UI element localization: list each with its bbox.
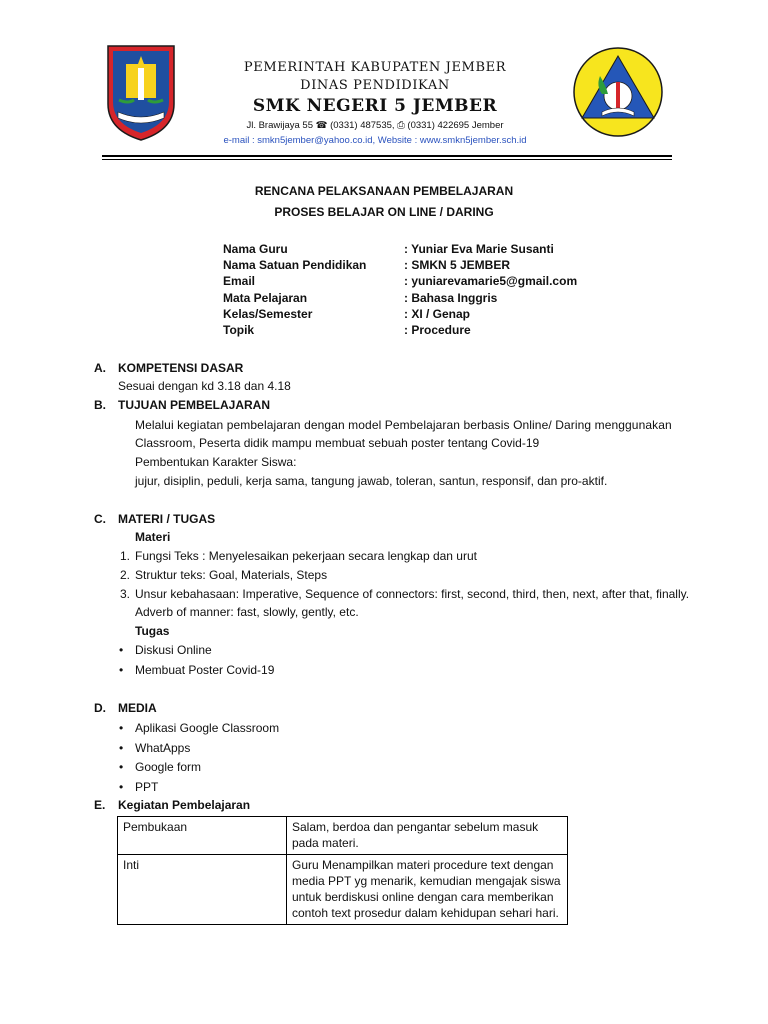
bullet-icon: •: [119, 721, 124, 735]
bullet-icon: •: [119, 643, 124, 657]
tugas-item-1: Diskusi Online: [135, 643, 212, 657]
section-d-letter: D.: [94, 701, 106, 715]
materi-number-2: 2.: [120, 568, 131, 582]
section-b-title: TUJUAN PEMBELAJARAN: [118, 398, 271, 412]
header-school-name: SMK NEGERI 5 JEMBER: [252, 96, 498, 116]
info-label-teacher: Nama Guru: [223, 242, 288, 256]
table-cell-description: Guru Menampilkan materi procedure text dengan media PPT yg menarik, kemudian mengajak siswa untuk berdiskusi online dengan cara memberikan contoh text prosedur dalam kehidupan sehari hari.: [287, 855, 568, 925]
materi-number-1: 1.: [120, 549, 131, 563]
header-department: DINAS PENDIDIKAN: [300, 78, 450, 93]
info-label-school: Nama Satuan Pendidikan: [223, 258, 367, 272]
section-e-title: Kegiatan Pembelajaran: [118, 798, 251, 812]
section-a-text: Sesuai dengan kd 3.18 dan 4.18: [118, 379, 291, 393]
table-row: [118, 817, 568, 855]
letterhead-rule-thick: [102, 155, 672, 157]
table-cell-phase: Pembukaan: [118, 817, 287, 855]
tugas-heading: Tugas: [135, 624, 170, 638]
section-b-line-4: jujur, disiplin, peduli, kerja sama, tangung jawab, toleran, santun, responsif, dan pro-aktif.: [135, 474, 608, 488]
section-a-letter: A.: [94, 361, 106, 375]
header-address: Jl. Brawijaya 55 ☎ (0331) 487535, ⎙ (0331) 422695 Jember: [246, 120, 504, 131]
header-contact: e-mail : smkn5jember@yahoo.co.id, Website : www.smkn5jember.sch.id: [223, 135, 527, 146]
info-value-class: : XI / Genap: [404, 307, 471, 321]
media-item-3: Google form: [135, 760, 202, 774]
section-e-letter: E.: [94, 798, 106, 812]
table-cell-description: Salam, berdoa dan pengantar sebelum masuk pada materi.: [287, 817, 568, 855]
bullet-icon: •: [119, 780, 124, 794]
materi-item-2: Struktur teks: Goal, Materials, Steps: [135, 568, 328, 582]
section-b-letter: B.: [94, 398, 106, 412]
materi-heading: Materi: [135, 530, 171, 544]
document-title: RENCANA PELAKSANAAN PEMBELAJARAN: [254, 184, 514, 198]
smk-school-logo-icon: [572, 46, 664, 138]
media-item-2: WhatApps: [135, 741, 191, 755]
document-subtitle: PROSES BELAJAR ON LINE / DARING: [274, 205, 494, 219]
info-label-topic: Topik: [223, 323, 255, 337]
info-value-subject: : Bahasa Inggris: [404, 291, 498, 305]
table-cell-phase: Inti: [118, 855, 287, 925]
materi-item-1: Fungsi Teks : Menyelesaikan pekerjaan secara lengkap dan urut: [135, 549, 477, 563]
materi-number-3: 3.: [120, 587, 131, 601]
media-item-1: Aplikasi Google Classroom: [135, 721, 280, 735]
info-label-email: Email: [223, 274, 256, 288]
info-label-class: Kelas/Semester: [223, 307, 313, 321]
section-c-letter: C.: [94, 512, 106, 526]
info-label-subject: Mata Pelajaran: [223, 291, 308, 305]
header-government: PEMERINTAH KABUPATEN JEMBER: [243, 60, 507, 75]
section-b-line-1: Melalui kegiatan pembelajaran dengan model Pembelajaran berbasis Online/ Daring menggunakan: [135, 418, 672, 432]
bullet-icon: •: [119, 741, 124, 755]
jember-regency-emblem-icon: [104, 42, 178, 142]
materi-item-3: Unsur kebahasaan: Imperative, Sequence of connectors: first, second, third, then, next, after that, finally.: [135, 587, 690, 601]
section-c-title: MATERI / TUGAS: [118, 512, 216, 526]
materi-item-3-continued: Adverb of manner: fast, slowly, gently, etc.: [135, 605, 359, 619]
bullet-icon: •: [119, 760, 124, 774]
table-row: [118, 855, 568, 925]
info-value-email: : yuniarevamarie5@gmail.com: [404, 274, 578, 288]
tugas-item-2: Membuat Poster Covid-19: [135, 663, 275, 677]
info-value-school: : SMKN 5 JEMBER: [404, 258, 511, 272]
info-value-teacher: : Yuniar Eva Marie Susanti: [404, 242, 554, 256]
learning-activities-table: [117, 816, 568, 925]
section-b-line-2: Classroom, Peserta didik mampu membuat sebuah poster tentang Covid-19: [135, 436, 540, 450]
section-d-title: MEDIA: [118, 701, 157, 715]
section-b-line-3: Pembentukan Karakter Siswa:: [135, 455, 297, 469]
media-item-4: PPT: [135, 780, 159, 794]
section-a-title: KOMPETENSI DASAR: [118, 361, 244, 375]
info-value-topic: : Procedure: [404, 323, 471, 337]
bullet-icon: •: [119, 663, 124, 677]
letterhead-rule-thin: [102, 159, 672, 160]
